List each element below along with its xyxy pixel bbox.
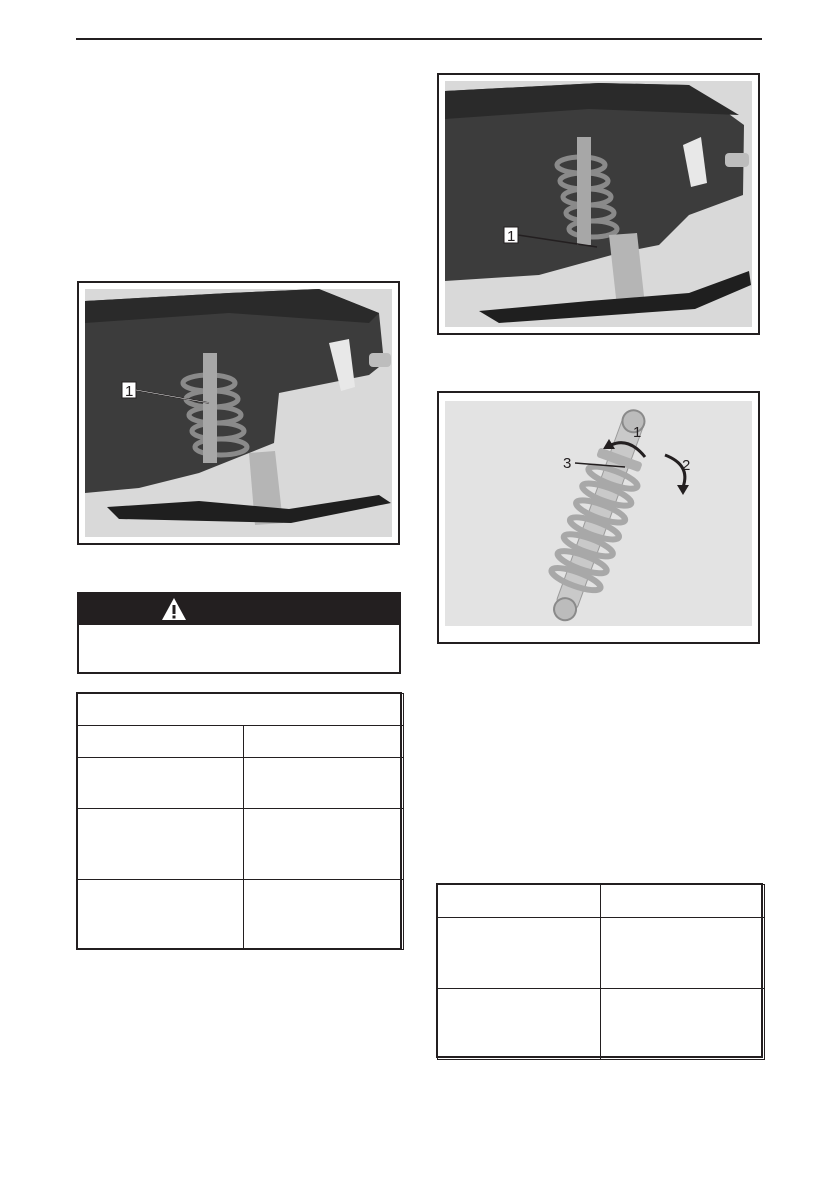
table-cell	[78, 880, 244, 950]
warning-box	[77, 592, 401, 674]
table-cell	[244, 758, 404, 809]
shock-adjustment-illustration	[439, 393, 758, 642]
svg-text:1: 1	[125, 383, 134, 400]
table-cell	[438, 918, 601, 989]
right-settings-table	[436, 883, 763, 1058]
table-title-cell	[78, 694, 404, 726]
svg-text:3: 3	[563, 455, 572, 472]
table-cell	[438, 989, 601, 1060]
table-cell	[601, 989, 765, 1060]
table-header-row	[438, 885, 765, 918]
table-cell	[244, 809, 404, 880]
warning-header-bar	[79, 594, 399, 625]
table-header-cell	[438, 885, 601, 918]
table-cell	[601, 918, 765, 989]
table-row	[78, 809, 404, 880]
front-suspension-photo	[79, 283, 398, 543]
figure-front-suspension	[77, 281, 400, 545]
table-cell	[244, 880, 404, 950]
header-rule	[76, 38, 762, 40]
svg-text:1: 1	[507, 228, 516, 245]
svg-text:1: 1	[633, 424, 642, 441]
svg-text:2: 2	[682, 457, 691, 474]
figure-adjuster-location	[437, 73, 760, 335]
table-cell	[78, 809, 244, 880]
table-cell	[78, 758, 244, 809]
left-settings-grid	[77, 693, 404, 950]
table-row	[438, 918, 765, 989]
warning-triangle-icon	[161, 597, 187, 621]
table-header-cell	[78, 726, 244, 758]
table-title-row	[78, 694, 404, 726]
table-header-cell	[601, 885, 765, 918]
table-row	[438, 989, 765, 1060]
table-header-row	[78, 726, 404, 758]
adjuster-location-photo	[439, 75, 758, 333]
table-row	[78, 880, 404, 950]
table-row	[78, 758, 404, 809]
figure-shock-adjustment	[437, 391, 760, 644]
left-settings-table	[76, 692, 402, 950]
right-settings-grid	[437, 884, 765, 1060]
table-header-cell	[244, 726, 404, 758]
